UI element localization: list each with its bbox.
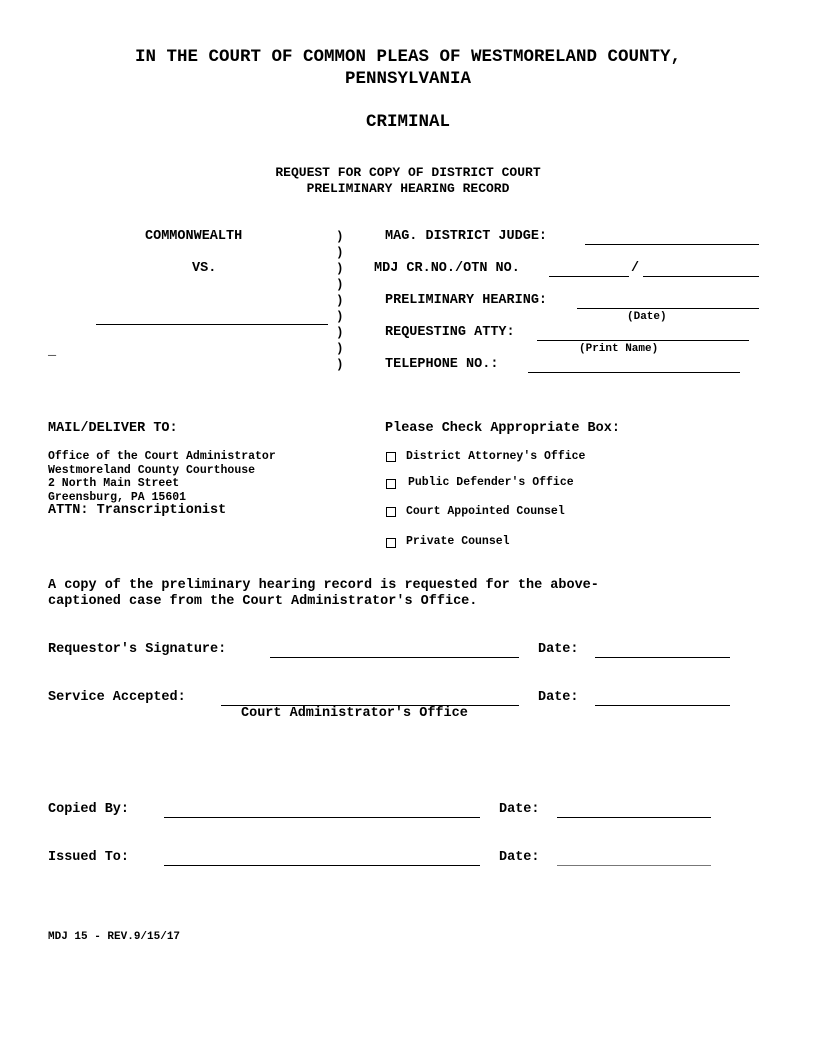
check-box-heading: Please Check Appropriate Box: (385, 421, 620, 436)
service-date-label: Date: (538, 690, 579, 705)
plaintiff-label: COMMONWEALTH (145, 229, 243, 244)
versus-label: VS. (192, 261, 217, 276)
checkbox-district-attorney[interactable] (386, 452, 396, 462)
service-accepted-sub: Court Administrator's Office (241, 706, 468, 721)
request-statement-line2: captioned case from the Court Administrator's Office. (48, 594, 478, 609)
caption-paren-column (336, 229, 344, 373)
paren: ) (336, 230, 344, 244)
division-heading: CRIMINAL (365, 112, 450, 132)
requestor-date-label: Date: (538, 642, 579, 657)
service-accepted-label: Service Accepted: (48, 690, 186, 705)
option-district-attorney: District Attorney's Office (406, 450, 586, 463)
mail-deliver-heading: MAIL/DELIVER TO: (48, 421, 178, 436)
paren: ) (336, 326, 344, 340)
checkbox-court-appointed[interactable] (386, 507, 396, 517)
mdj-cr-label: MDJ CR.NO./OTN NO. (374, 261, 520, 276)
requestor-signature-field[interactable] (270, 657, 519, 658)
paren: ) (336, 310, 344, 324)
form-title-line1: REQUEST FOR COPY OF DISTRICT COURT (275, 165, 541, 180)
option-court-appointed: Court Appointed Counsel (406, 505, 565, 518)
paren: ) (336, 358, 344, 372)
form-title-line2: PRELIMINARY HEARING RECORD (306, 181, 510, 196)
prelim-hearing-date-field[interactable] (577, 308, 759, 309)
caption-dash: _ (48, 344, 57, 359)
requesting-atty-label: REQUESTING ATTY: (385, 325, 515, 340)
defendant-name-line[interactable] (96, 324, 328, 325)
requestor-date-field[interactable] (595, 657, 730, 658)
copied-by-field[interactable] (164, 817, 480, 818)
option-private-counsel: Private Counsel (406, 535, 510, 548)
option-public-defender: Public Defender's Office (408, 476, 574, 489)
address-line: 2 North Main Street (48, 477, 180, 490)
copied-by-label: Copied By: (48, 802, 130, 817)
mdj-slash: / (631, 261, 640, 276)
mag-judge-field[interactable] (585, 244, 759, 245)
issued-to-field[interactable] (164, 865, 480, 866)
court-heading-line2: PENNSYLVANIA (344, 69, 472, 89)
telephone-label: TELEPHONE NO.: (385, 357, 499, 372)
copied-date-field[interactable] (557, 817, 711, 818)
request-statement-line1: A copy of the preliminary hearing record is requested for the above- (48, 578, 599, 593)
requestor-signature-label: Requestor's Signature: (48, 642, 227, 657)
form-revision-id: MDJ 15 - REV.9/15/17 (48, 931, 181, 943)
checkbox-private-counsel[interactable] (386, 538, 396, 548)
paren: ) (336, 246, 344, 260)
mail-address-block (48, 450, 276, 504)
date-hint: (Date) (627, 311, 667, 323)
address-line: Westmoreland County Courthouse (48, 463, 256, 477)
paren: ) (336, 262, 344, 276)
paren: ) (336, 294, 344, 308)
court-heading-line1: IN THE COURT OF COMMON PLEAS OF WESTMORELAND COUNTY, (134, 47, 682, 67)
requesting-atty-field[interactable] (537, 340, 749, 341)
issued-to-label: Issued To: (48, 850, 130, 865)
paren: ) (336, 342, 344, 356)
address-line: Office of the Court Administrator (48, 450, 276, 463)
telephone-field[interactable] (528, 372, 740, 373)
mag-judge-label: MAG. DISTRICT JUDGE: (385, 229, 548, 244)
prelim-hearing-label: PRELIMINARY HEARING: (385, 293, 548, 308)
copied-date-label: Date: (499, 802, 540, 817)
issued-date-label: Date: (499, 850, 540, 865)
mdj-cr-number-field[interactable] (549, 276, 629, 277)
address-line: Greensburg, PA 15601 (48, 490, 187, 504)
checkbox-public-defender[interactable] (386, 479, 396, 489)
attn-line: ATTN: Transcriptionist (48, 503, 227, 518)
print-name-hint: (Print Name) (579, 343, 659, 355)
service-date-field[interactable] (595, 705, 730, 706)
otn-number-field[interactable] (643, 276, 759, 277)
paren: ) (336, 278, 344, 292)
issued-date-field[interactable] (557, 865, 711, 866)
